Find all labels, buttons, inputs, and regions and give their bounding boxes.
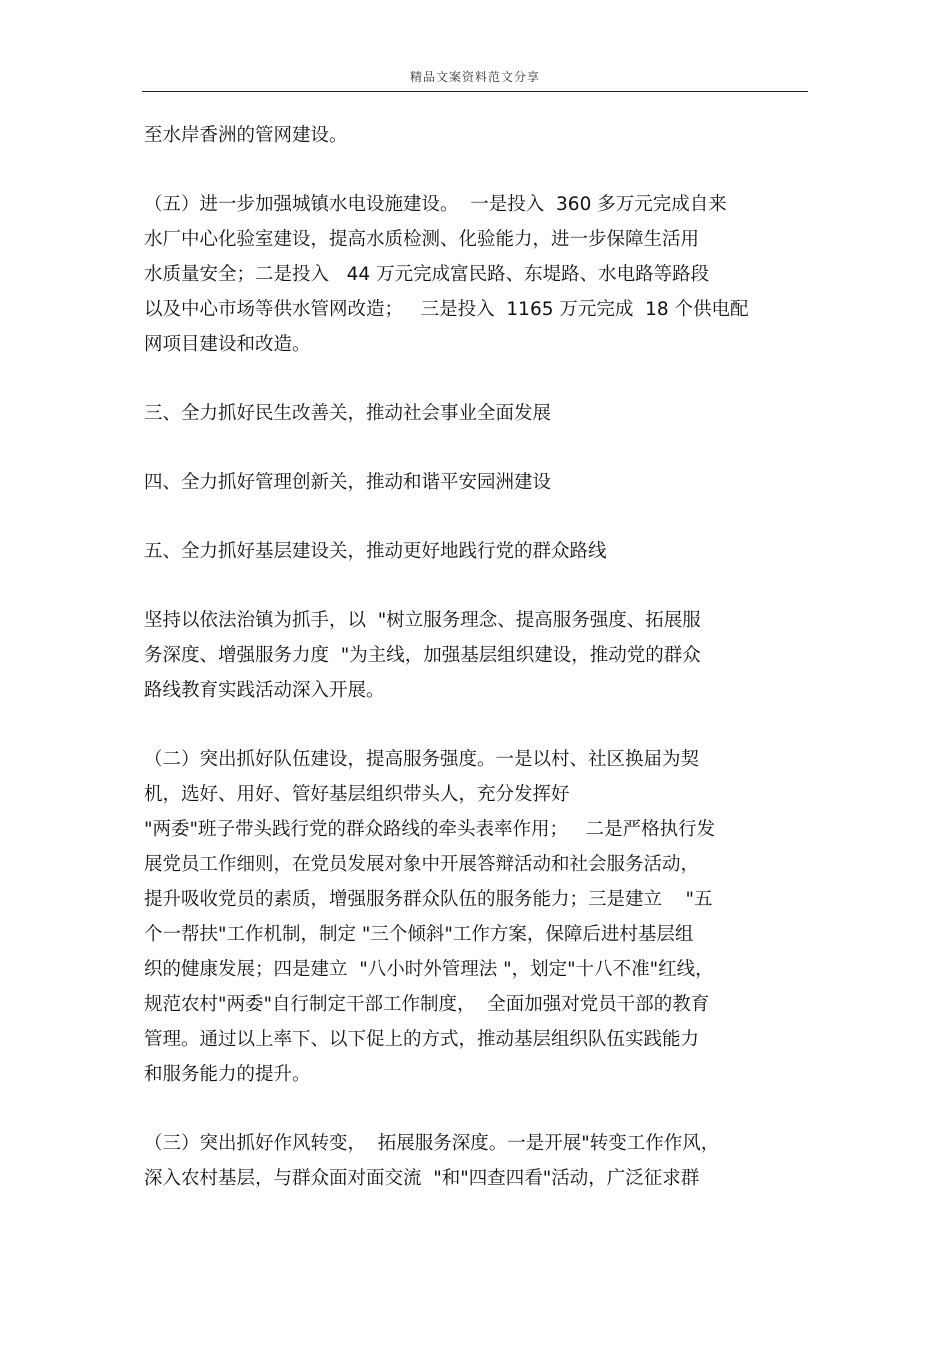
- text-line: 四、全力抓好管理创新关，推动和谐平安园洲建设: [144, 472, 552, 493]
- text-line: 坚持以依法治镇为抓手，以 "树立服务理念、提高服务强度、拓展服: [144, 610, 701, 631]
- text-line: 网项目建设和改造。: [144, 334, 311, 355]
- text-line: 水质量安全；二是投入 44 万元完成富民路、东堤路、水电路等路段: [144, 264, 710, 285]
- text-line: （二）突出抓好队伍建设，提高服务强度。一是以村、社区换届为契: [144, 749, 700, 770]
- text-line: 和服务能力的提升。: [144, 1064, 311, 1085]
- text-line: 规范农村"两委"自行制定干部工作制度， 全面加强对党员干部的教育: [144, 994, 710, 1015]
- paragraph: [144, 742, 814, 1092]
- text-line: 提升吸收党员的素质，增强服务群众队伍的服务能力；三是建立 "五: [144, 889, 713, 910]
- text-line: 以及中心市场等供水管网改造； 三是投入 1165 万元完成 18 个供电配: [144, 299, 749, 320]
- paragraph: [144, 1126, 814, 1196]
- text-line: 至水岸香洲的管网建设。: [144, 125, 348, 146]
- text-line: （三）突出抓好作风转变， 拓展服务深度。一是开展"转变工作作风，: [144, 1133, 720, 1154]
- text-line: 个一帮扶"工作机制，制定 "三个倾斜"工作方案，保障后进村基层组: [144, 924, 694, 945]
- paragraph: [144, 118, 814, 153]
- text-line: 三、全力抓好民生改善关，推动社会事业全面发展: [144, 403, 552, 424]
- text-line: 务深度、增强服务力度 "为主线，加强基层组织建设，推动党的群众: [144, 645, 701, 666]
- paragraph: [144, 603, 814, 708]
- section-heading: [144, 465, 814, 500]
- text-line: （五）进一步加强城镇水电设施建设。 一是投入 360 多万元完成自来: [144, 194, 727, 215]
- document-body: [144, 118, 814, 1230]
- text-line: 深入农村基层，与群众面对面交流 "和"四查四看"活动，广泛征求群: [144, 1168, 700, 1189]
- text-line: 五、全力抓好基层建设关，推动更好地践行党的群众路线: [144, 541, 607, 562]
- text-line: 路线教育实践活动深入开展。: [144, 680, 385, 701]
- text-line: 织的健康发展；四是建立 "八小时外管理法 "，划定"十八不准"红线，: [144, 959, 714, 980]
- section-heading: [144, 396, 814, 431]
- header-divider: [142, 91, 808, 92]
- text-line: 管理。通过以上率下、以下促上的方式，推动基层组织队伍实践能力: [144, 1029, 700, 1050]
- text-line: 水厂中心化验室建设，提高水质检测、化验能力，进一步保障生活用: [144, 229, 700, 250]
- text-line: 机，选好、用好、管好基层组织带头人，充分发挥好: [144, 784, 570, 805]
- text-line: 展党员工作细则，在党员发展对象中开展答辩活动和社会服务活动，: [144, 854, 700, 875]
- paragraph: [144, 187, 814, 362]
- text-line: "两委"班子带头践行党的群众路线的牵头表率作用； 二是严格执行发: [144, 819, 716, 840]
- page-header: 精品文案资料范文分享: [409, 70, 540, 84]
- section-heading: [144, 534, 814, 569]
